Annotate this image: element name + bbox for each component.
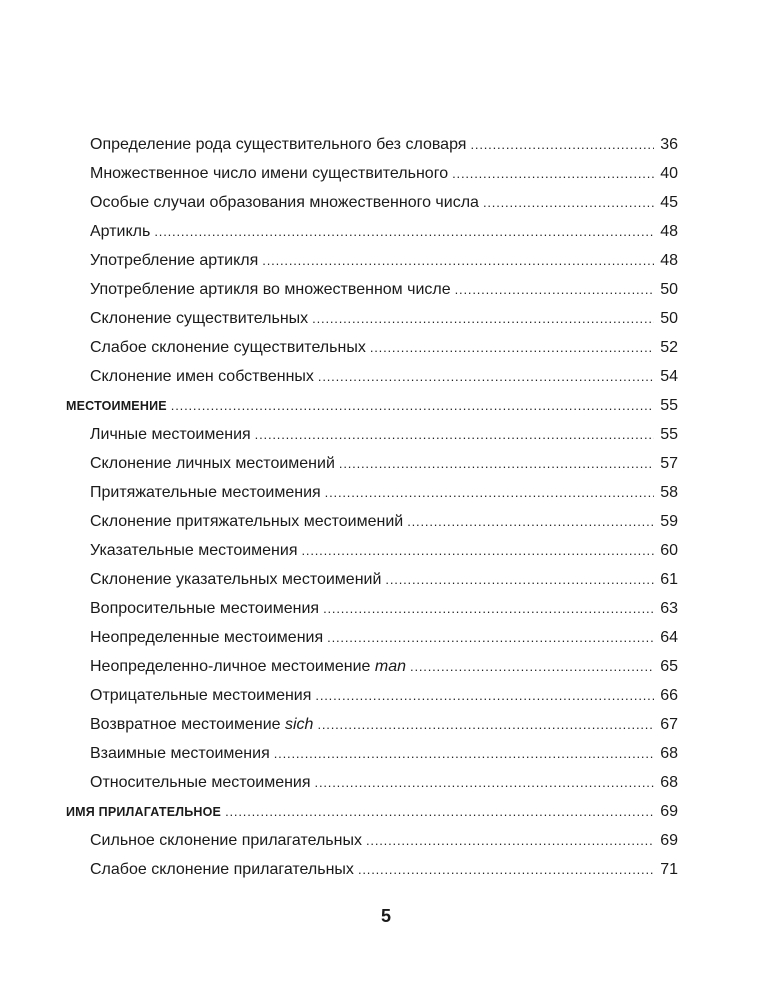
toc-entry (66, 681, 678, 710)
dot-leader (385, 565, 654, 594)
toc-entry-page: 36 (660, 136, 678, 153)
toc-entry (66, 449, 678, 478)
toc-entry-page: 48 (660, 223, 678, 240)
toc-entry-title: ИМЯ ПРИЛАГАТЕЛЬНОЕ (66, 805, 222, 819)
toc-entry-title: Слабое склонение прилагательных (90, 861, 354, 878)
dot-leader (370, 333, 654, 362)
toc-entry-page: 40 (660, 165, 678, 182)
toc-entry (66, 594, 678, 623)
toc-entry-page: 54 (660, 368, 678, 385)
toc-entry-page: 69 (660, 803, 678, 820)
toc-entry-page: 59 (660, 513, 678, 530)
toc-entry (66, 710, 678, 739)
toc-entry-title: Взаимные местоимения (90, 745, 270, 762)
toc-entry-title: МЕСТОИМЕНИЕ (66, 399, 167, 413)
toc-entry (66, 478, 678, 507)
dot-leader (318, 362, 654, 391)
dot-leader (255, 420, 655, 449)
toc-entry (66, 826, 678, 855)
toc-entry (66, 855, 678, 884)
toc-entry-italic-term: sich (284, 716, 314, 733)
dot-leader (262, 246, 654, 275)
dot-leader (339, 449, 654, 478)
toc-entry-page: 63 (660, 600, 678, 617)
dot-leader (315, 681, 654, 710)
dot-leader (225, 797, 654, 826)
dot-leader (274, 739, 654, 768)
toc-section-heading (66, 391, 678, 420)
toc-entry-page: 64 (660, 629, 678, 646)
toc-entry-title: Сильное склонение прилагательных (90, 832, 362, 849)
toc-entry-title: Возвратное местоимение sich (90, 716, 314, 733)
toc-entry-page: 58 (660, 484, 678, 501)
toc-entry-page: 66 (660, 687, 678, 704)
toc-entry (66, 652, 678, 681)
toc-entry (66, 623, 678, 652)
toc-entry (66, 217, 678, 246)
toc-entry-title: Вопросительные местоимения (90, 600, 320, 617)
page-number: 5 (380, 906, 391, 926)
toc-entry (66, 565, 678, 594)
dot-leader (327, 623, 654, 652)
toc-entry-title: Склонение притяжательных местоимений (90, 513, 404, 530)
dot-leader (154, 217, 654, 246)
toc-entry (66, 739, 678, 768)
toc-entry-title: Указательные местоимения (90, 542, 298, 559)
toc-entry (66, 275, 678, 304)
toc-entry (66, 362, 678, 391)
dot-leader (455, 275, 655, 304)
toc-entry-title: Множественное число имени существительного (90, 165, 449, 182)
toc-entry-page: 50 (660, 281, 678, 298)
dot-leader (366, 826, 654, 855)
dot-leader (317, 710, 654, 739)
toc-entry (66, 304, 678, 333)
toc-entry (66, 420, 678, 449)
toc-entry-title: Употребление артикля (90, 252, 259, 269)
dot-leader (358, 855, 654, 884)
toc-entry-page: 67 (660, 716, 678, 733)
toc-entry-page: 55 (660, 397, 678, 414)
toc-entry-page: 65 (660, 658, 678, 675)
toc-entry-title: Склонение имен собственных (90, 368, 314, 385)
toc-entry-page: 69 (660, 832, 678, 849)
toc-entry-title: Артикль (90, 223, 151, 240)
toc-entry (66, 130, 678, 159)
dot-leader (315, 768, 655, 797)
toc-entry-title: Слабое склонение существительных (90, 339, 366, 356)
toc-entry-page: 57 (660, 455, 678, 472)
toc-entry-title: Употребление артикля во множественном числе (90, 281, 451, 298)
dot-leader (171, 391, 654, 420)
toc-entry-page: 68 (660, 774, 678, 791)
toc-entry (66, 246, 678, 275)
dot-leader (410, 652, 654, 681)
toc-entry-title: Отрицательные местоимения (90, 687, 312, 704)
toc-entry-title: Склонение личных местоимений (90, 455, 335, 472)
dot-leader (325, 478, 655, 507)
toc-entry-page: 60 (660, 542, 678, 559)
toc-entry-title: Склонение указательных местоимений (90, 571, 382, 588)
dot-leader (312, 304, 654, 333)
toc-entry (66, 333, 678, 362)
dot-leader (470, 130, 654, 159)
toc-section-heading (66, 797, 678, 826)
toc-entry-title: Неопределенные местоимения (90, 629, 324, 646)
dot-leader (301, 536, 654, 565)
toc-entry-title: Склонение существительных (90, 310, 309, 327)
toc-entry-page: 55 (660, 426, 678, 443)
dot-leader (407, 507, 654, 536)
toc-entry-title: Относительные местоимения (90, 774, 311, 791)
toc-entry-page: 61 (660, 571, 678, 588)
toc-entry-title: Личные местоимения (90, 426, 251, 443)
toc-entry-title: Особые случаи образования множественного числа (90, 194, 479, 211)
toc-entry (66, 188, 678, 217)
toc-entry (66, 768, 678, 797)
toc-entry-page: 71 (660, 861, 678, 878)
toc-entry-page: 50 (660, 310, 678, 327)
dot-leader (452, 159, 654, 188)
dot-leader (323, 594, 654, 623)
toc-entry (66, 507, 678, 536)
toc-entry-page: 45 (660, 194, 678, 211)
toc-entry (66, 536, 678, 565)
table-of-contents (66, 130, 678, 884)
toc-entry-page: 48 (660, 252, 678, 269)
toc-entry-title: Неопределенно-личное местоимение man (90, 658, 407, 675)
toc-entry-title: Определение рода существительного без словаря (90, 136, 467, 153)
dot-leader (483, 188, 654, 217)
toc-entry-page: 52 (660, 339, 678, 356)
toc-entry-page: 68 (660, 745, 678, 762)
toc-entry (66, 159, 678, 188)
toc-entry-italic-term: man (374, 658, 407, 675)
toc-entry-title: Притяжательные местоимения (90, 484, 321, 501)
